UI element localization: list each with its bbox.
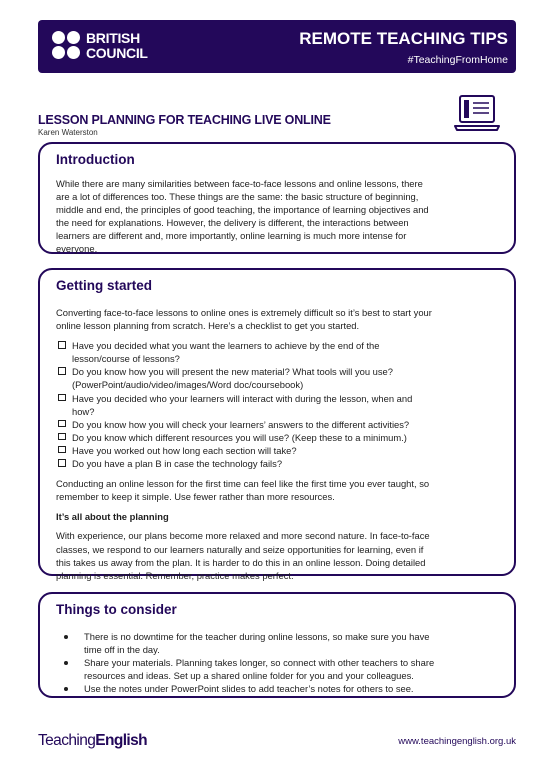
logo-part-2: English: [95, 732, 148, 749]
text-line: Do you have a plan B in case the technology fails?: [72, 458, 283, 470]
bullet-icon: [64, 661, 68, 665]
things-to-consider-heading: Things to consider: [56, 602, 177, 617]
header-banner: [38, 20, 516, 73]
header-hashtag: #TeachingFromHome: [407, 54, 508, 66]
teachingenglish-logo: [38, 732, 147, 750]
text-line: remember to keep it simple. Use fewer rather than more resources.: [56, 491, 335, 503]
checkbox-icon: [58, 420, 66, 428]
things-to-consider-card: [38, 592, 516, 698]
bullet-item: [56, 682, 500, 695]
text-line: online lesson planning from scratch. Here’s a checklist to get you started.: [56, 320, 360, 332]
getting-started-text: [56, 306, 500, 582]
text-line: Have you decided who your learners will interact with during the lesson, when and: [72, 392, 413, 404]
text-line: planning is essential. Remember, practice makes perfect.: [56, 569, 294, 581]
text-line: the need for explanations. However, the delivery is different, the interactions between: [56, 217, 409, 229]
introduction-heading: Introduction: [56, 152, 135, 167]
checkbox-icon: [58, 433, 66, 441]
document-author: Karen Waterston: [38, 128, 98, 137]
text-line: learners are different and, more importantly, online learning is much more intense for: [56, 230, 407, 242]
checkbox-icon: [58, 446, 66, 454]
planning-paragraph: [56, 529, 500, 581]
text-line: Have you decided what you want the learners to achieve by the end of the: [72, 340, 380, 352]
text-line: Do you know which different resources you will use? (Keep these to a minimum.): [72, 431, 407, 443]
text-line: Do you know how you will present the new material? What tools will you use?: [72, 366, 393, 378]
logo-wordmark: [86, 31, 148, 61]
bullet-icon: [64, 635, 68, 639]
logo-line-2: COUNCIL: [86, 45, 148, 61]
logo-line-1: BRITISH: [86, 30, 140, 46]
checklist-item: [56, 444, 500, 457]
text-line: Conducting an online lesson for the first time can feel like the first time you ever taught, so: [56, 478, 430, 490]
text-line: resources and ideas. Set up a shared online folder for you and your colleagues.: [84, 670, 414, 682]
text-line: Converting face-to-face lessons to online ones is extremely difficult so it’s best to start your: [56, 307, 432, 318]
checklist-item: [56, 339, 500, 365]
checkbox-icon: [58, 459, 66, 467]
bullet-item: [56, 656, 500, 682]
checklist-item: [56, 418, 500, 431]
logo-part-1: Teaching: [38, 732, 96, 749]
consider-bullet-list: [56, 630, 500, 695]
checklist-item: [56, 457, 500, 470]
text-line: With experience, our plans become more relaxed and more second nature. In face-to-face: [56, 530, 430, 542]
text-line: middle and end, the principles of good teaching, the importance of learning objectives and: [56, 204, 429, 216]
introduction-card: [38, 142, 516, 254]
bullet-item: [56, 630, 500, 656]
planning-checklist: [56, 339, 500, 470]
text-line: everyone.: [56, 243, 98, 255]
text-line: Do you know how you will check your learners’ answers to the different activities?: [72, 418, 410, 430]
getting-started-heading: Getting started: [56, 278, 153, 293]
text-line: (PowerPoint/audio/video/images/Word doc/coursebook): [72, 379, 304, 391]
checkbox-icon: [58, 394, 66, 402]
british-council-logo: [52, 30, 152, 62]
header-title: REMOTE TEACHING TIPS: [299, 29, 508, 48]
bullet-icon: [64, 687, 68, 691]
checklist-item: [56, 365, 500, 391]
text-line: lesson/course of lessons?: [72, 353, 180, 365]
text-line: classes, we respond to our learners naturally and seize opportunities for learning, even if: [56, 543, 424, 555]
getting-started-card: [38, 268, 516, 581]
text-line: this takes us away from the plan. It is harder to do this in an online lesson. Doing detailed: [56, 556, 426, 568]
things-to-consider-text: [56, 630, 500, 695]
text-line: are a lot of differences too. These things are the same: the basic structure of beginning,: [56, 191, 419, 203]
footer-url-link[interactable]: www.teachingenglish.org.uk: [398, 736, 516, 747]
planning-subheading: It’s all about the planning: [56, 511, 169, 523]
text-line: There is no downtime for the teacher during online lessons, so make sure you have: [84, 631, 430, 642]
document-title: LESSON PLANNING FOR TEACHING LIVE ONLINE: [38, 113, 331, 127]
advice-paragraph: [56, 477, 500, 503]
checklist-item: [56, 392, 500, 418]
text-line: While there are many similarities between face-to-face lessons and online lessons, there: [56, 178, 423, 189]
text-line: time off in the day.: [84, 644, 160, 656]
checkbox-icon: [58, 341, 66, 349]
text-line: how?: [72, 405, 95, 417]
checklist-item: [56, 431, 500, 444]
text-line: Have you worked out how long each section will take?: [72, 444, 297, 456]
checkbox-icon: [58, 367, 66, 375]
text-line: Share your materials. Planning takes longer, so connect with other teachers to share: [84, 657, 435, 669]
logo-dots-icon: [52, 31, 82, 61]
text-line: Use the notes under PowerPoint slides to add teacher’s notes for others to see.: [84, 683, 414, 695]
introduction-text: [56, 177, 500, 256]
laptop-document-icon: [454, 94, 500, 132]
